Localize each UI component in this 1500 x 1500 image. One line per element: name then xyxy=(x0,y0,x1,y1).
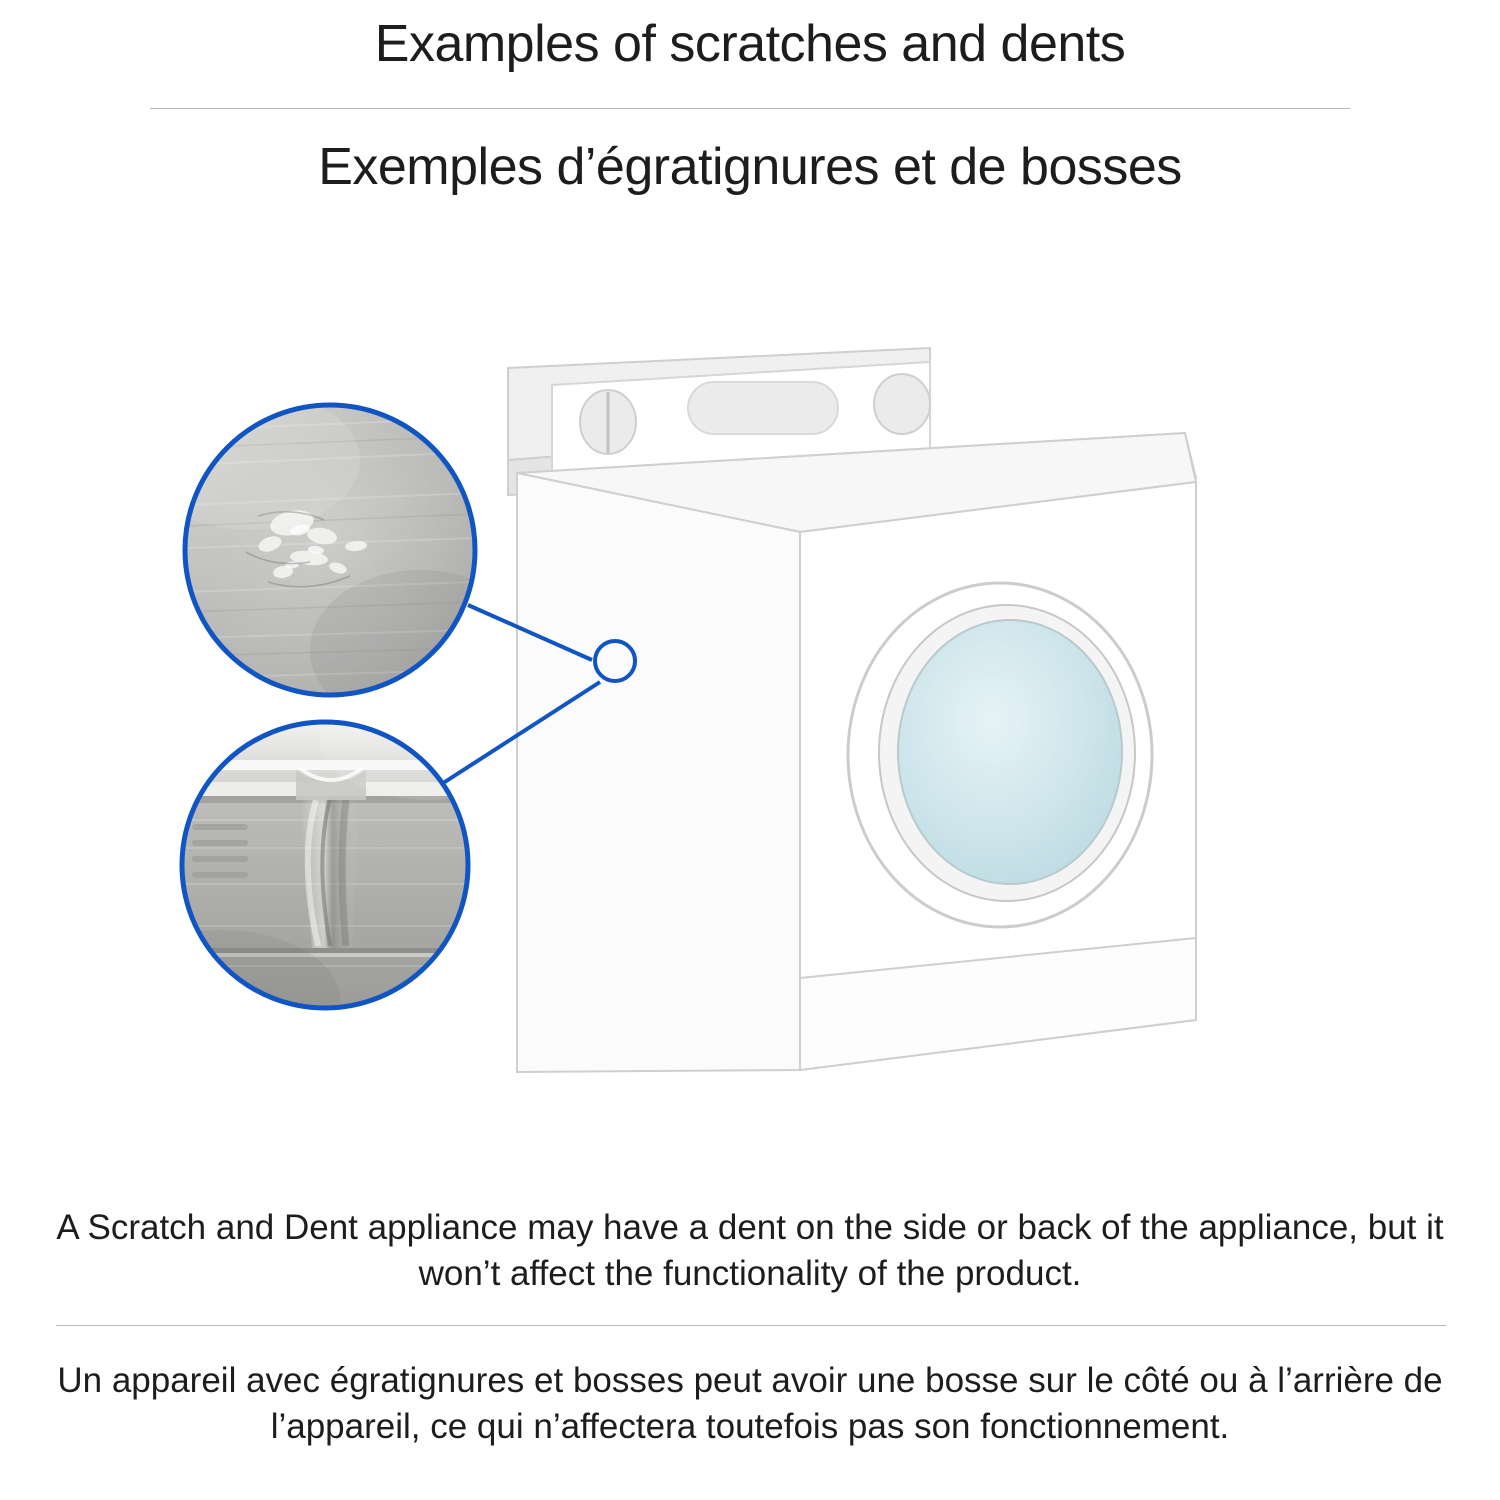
console-knob-right xyxy=(874,374,930,434)
dent-callout xyxy=(100,680,540,1070)
divider-bottom xyxy=(56,1325,1446,1326)
console-display xyxy=(688,382,838,434)
scratch-callout xyxy=(140,390,530,730)
page-title-english: Examples of scratches and dents xyxy=(374,15,1126,73)
door-glass xyxy=(898,620,1122,884)
page-title-french: Exemples d’égratignures et de bosses xyxy=(318,138,1182,196)
appliance-side-panel xyxy=(517,473,800,1072)
appliance-door xyxy=(848,583,1152,927)
divider-top xyxy=(150,108,1350,109)
appliance-group xyxy=(508,348,1196,1072)
appliance-illustration-svg xyxy=(0,300,1500,1120)
illustration xyxy=(0,300,1500,1120)
caption-french: Un appareil avec égratignures et bosses peut avoir une bosse sur le côté ou à l’arrière de l’appareil, ce qui n’affectera toutefois pas son fonctionnement. xyxy=(57,1361,1443,1446)
caption-english: A Scratch and Dent appliance may have a dent on the side or back of the appliance, but it won’t affect the functionality of the product. xyxy=(56,1208,1444,1293)
